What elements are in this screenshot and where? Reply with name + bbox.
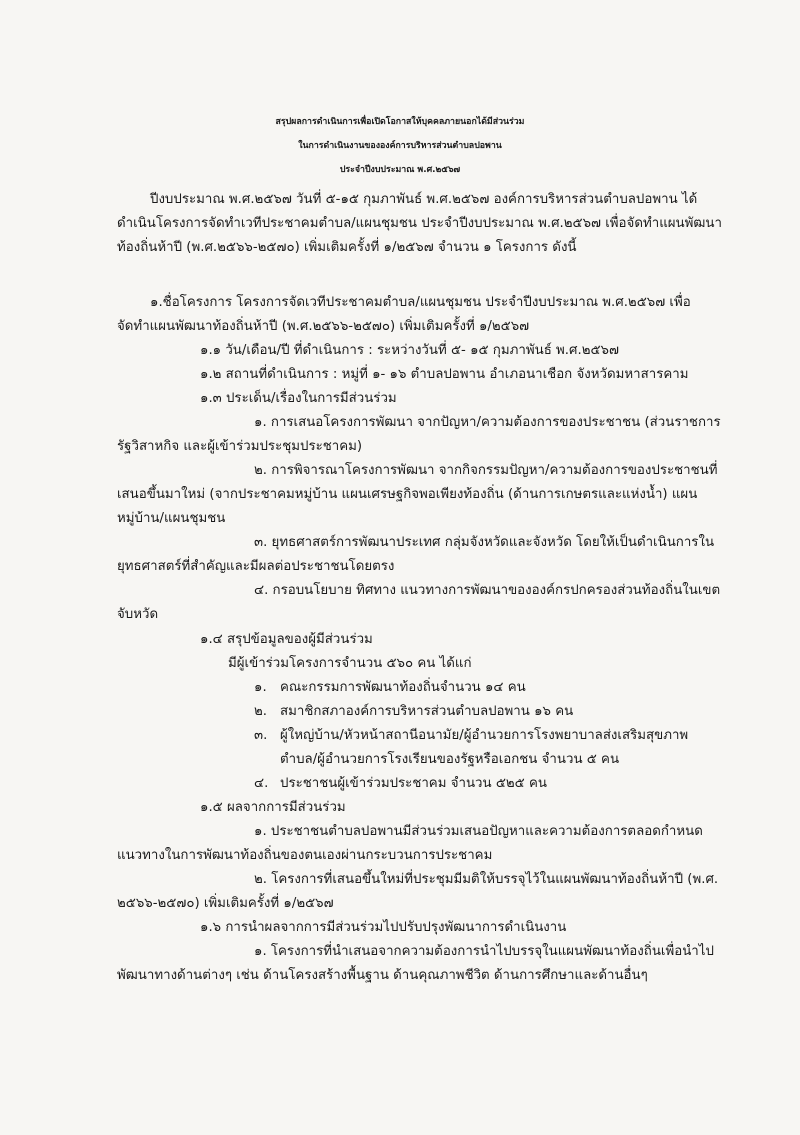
intro-line-1: ปีงบประมาณ พ.ศ.๒๕๖๗ วันที่ ๕-๑๕ กุมภาพันธ์ พ.ศ.๒๕๖๗ องค์การบริหารส่วนตำบลปอพาน ได้ [150, 192, 698, 207]
issue-3-line-1: ๓. ยุทธศาสตร์การพัฒนาประเทศ กลุ่มจังหวัดและจังหวัด โดยให้เป็นดำเนินการใน [254, 535, 715, 550]
issue-2-line-3: หมู่บ้าน/แผนชุมชน [117, 511, 226, 526]
issue-2-line-1: ๒. การพิจารณาโครงการพัฒนา จากกิจกรรมปัญหา/ความต้องการของประชาชนที่ [254, 463, 718, 478]
document-title-line-2: ในการดำเนินงานขององค์การบริหารส่วนตำบลปอพาน [298, 141, 502, 151]
participant-text-4: ประชาชนผู้เข้าร่วมประชาคม จำนวน ๕๒๕ คน [280, 776, 547, 791]
intro-line-2: ดำเนินโครงการจัดทำเวทีประชาคมตำบล/แผนชุมชน ประจำปีงบประมาณ พ.ศ.๒๕๖๗ เพื่อจัดทำแผนพัฒนา [117, 216, 722, 231]
participant-text-3-cont: ตำบล/ผู้อำนวยการโรงเรียนของรัฐหรือเอกชน จำนวน ๕ คน [280, 752, 620, 767]
section-1-4-heading: ๑.๔ สรุปข้อมูลของผู้มีส่วนร่วม [200, 632, 373, 647]
participant-text-2: สมาชิกสภาองค์การบริหารส่วนตำบลปอพาน ๑๖ คน [280, 704, 574, 719]
intro-line-3: ท้องถิ่นห้าปี (พ.ศ.๒๕๖๖-๒๕๗๐) เพิ่มเติมครั้งที่ ๑/๒๕๖๗ จำนวน ๑ โครงการ ดังนี้ [117, 240, 577, 255]
result-1-line-1: ๑. ประชาชนตำบลปอพานมีส่วนร่วมเสนอปัญหาและความต้องการตลอดกำหนด [254, 824, 703, 839]
document-title-line-3: ประจำปีงบประมาณ พ.ศ.๒๕๖๗ [339, 165, 461, 175]
improvement-1-line-1: ๑. โครงการที่นำเสนอจากความต้องการนำไปบรรจุในแผนพัฒนาท้องถิ่นเพื่อนำไป [254, 944, 714, 959]
participant-text-1: คณะกรรมการพัฒนาท้องถิ่นจำนวน ๑๔ คน [280, 680, 526, 695]
issue-1-line-1: ๑. การเสนอโครงการพัฒนา จากปัญหา/ความต้องการของประชาชน (ส่วนราชการ [254, 415, 721, 430]
participant-text-3: ผู้ใหญ่บ้าน/หัวหน้าสถานีอนามัย/ผู้อำนวยการโรงพยาบาลส่งเสริมสุขภาพ [280, 728, 689, 743]
issue-4-line-2: จับหวัด [117, 607, 159, 622]
issue-3-line-2: ยุทธศาสตร์ที่สำคัญและมีผลต่อประชาชนโดยตรง [117, 559, 395, 574]
participant-num-2: ๒. [254, 704, 267, 719]
participant-num-4: ๔. [254, 776, 269, 791]
issue-4-line-1: ๔. กรอบนโยบาย ทิศทาง แนวทางการพัฒนาขององค์กรปกครองส่วนท้องถิ่นในเขต [254, 583, 721, 598]
section-1-5-heading: ๑.๕ ผลจากการมีส่วนร่วม [200, 800, 346, 815]
result-2-line-1: ๒. โครงการที่เสนอขึ้นใหม่ที่ประชุมมีมติให้บรรจุไว้ในแผนพัฒนาท้องถิ่นห้าปี (พ.ศ. [254, 872, 719, 887]
section-1-1: ๑.๑ วัน/เดือน/ปี ที่ดำเนินการ : ระหว่างวันที่ ๕- ๑๕ กุมภาพันธ์ พ.ศ.๒๕๖๗ [200, 343, 619, 358]
section-1-6-heading: ๑.๖ การนำผลจากการมีส่วนร่วมไปปรับปรุงพัฒนาการดำเนินงาน [200, 920, 567, 935]
participants-summary: มีผู้เข้าร่วมโครงการจำนวน ๕๖๐ คน ได้แก่ [228, 656, 472, 671]
participant-num-1: ๑. [254, 680, 267, 695]
participant-num-3: ๓. [254, 728, 268, 743]
improvement-1-line-2: พัฒนาทางด้านต่างๆ เช่น ด้านโครงสร้างพื้นฐาน ด้านคุณภาพชีวิต ด้านการศึกษาและด้านอื่นๆ [117, 968, 648, 983]
issue-1-line-2: รัฐวิสาหกิจ และผู้เข้าร่วมประชุมประชาคม) [117, 439, 363, 454]
result-1-line-2: แนวทางในการพัฒนาท้องถิ่นของตนเองผ่านกระบวนการประชาคม [117, 848, 493, 863]
section-1-2: ๑.๒ สถานที่ดำเนินการ : หมู่ที่ ๑- ๑๖ ตำบลปอพาน อำเภอนาเชือก จังหวัดมหาสารคาม [200, 367, 689, 382]
result-2-line-2: ๒๕๖๖-๒๕๗๐) เพิ่มเติมครั้งที่ ๑/๒๕๖๗ [117, 896, 334, 911]
section-1-3-heading: ๑.๓ ประเด็น/เรื่องในการมีส่วนร่วม [200, 391, 397, 406]
project-name-line-1: ๑.ชื่อโครงการ โครงการจัดเวทีประชาคมตำบล/แผนชุมชน ประจำปีงบประมาณ พ.ศ.๒๕๖๗ เพื่อ [150, 295, 691, 310]
document-title-line-1: สรุปผลการดำเนินการเพื่อเปิดโอกาสให้บุคคลภายนอกได้มีส่วนร่วม [275, 117, 525, 127]
issue-2-line-2: เสนอขึ้นมาใหม่ (จากประชาคมหมู่บ้าน แผนเศรษฐกิจพอเพียงท้องถิ่น (ด้านการเกษตรและแห่งน้ำ) แผน [117, 487, 698, 502]
project-name-line-2: จัดทำแผนพัฒนาท้องถิ่นห้าปี (พ.ศ.๒๕๖๖-๒๕๗๐) เพิ่มเติมครั้งที่ ๑/๒๕๖๗ [117, 319, 530, 334]
